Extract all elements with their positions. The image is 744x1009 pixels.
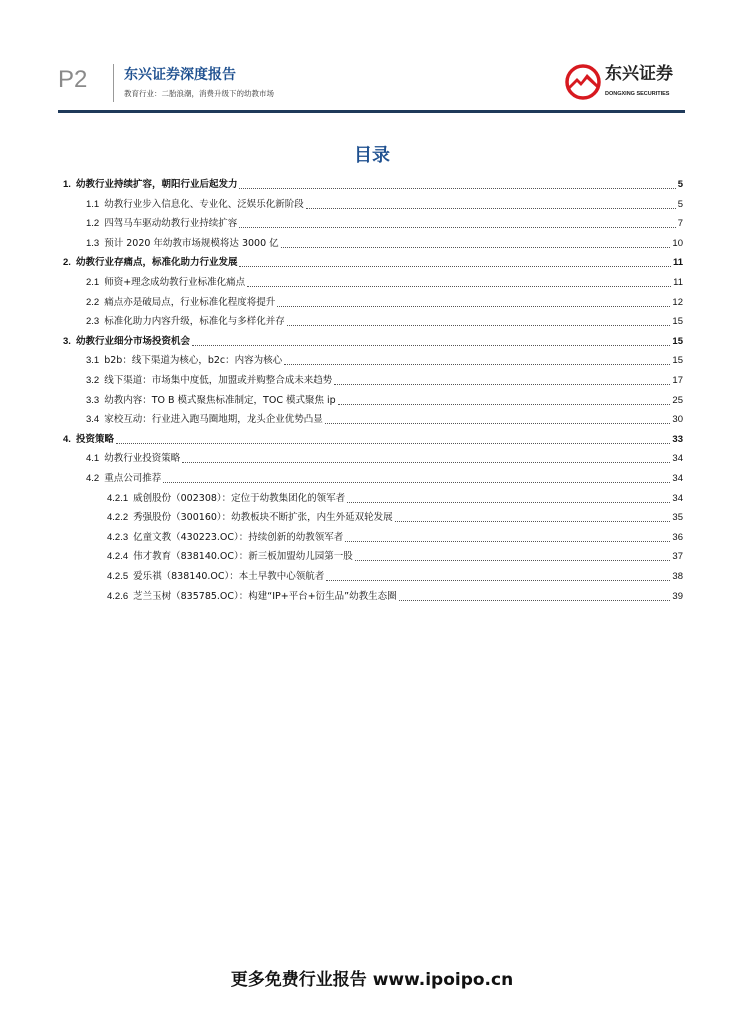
toc-entry-page: 15 xyxy=(672,316,683,328)
toc-entry-label xyxy=(86,315,287,329)
toc-leader-dots xyxy=(345,541,670,542)
toc-entry[interactable] xyxy=(86,196,683,212)
toc-entry-page: 11 xyxy=(673,277,683,288)
toc-entry-page: 15 xyxy=(672,335,683,347)
toc-leader-dots xyxy=(239,266,671,267)
toc-entry-page: 12 xyxy=(672,296,683,308)
toc-entry-number: 2.1 xyxy=(86,277,100,288)
toc-entry[interactable] xyxy=(107,529,683,545)
toc-entry-number: 4.2.1 xyxy=(107,492,129,504)
toc-title: 目录 xyxy=(354,145,390,166)
toc-entry-label xyxy=(107,590,399,604)
toc-entry-page: 15 xyxy=(672,355,683,367)
page-number: P2 xyxy=(58,66,88,93)
toc-entry-number: 2. xyxy=(63,257,71,269)
toc-entry-label xyxy=(63,433,116,447)
toc-entry[interactable] xyxy=(107,490,683,506)
toc-entry-page: 36 xyxy=(672,531,683,543)
toc-entry-page: 11 xyxy=(672,257,683,269)
toc-entry[interactable] xyxy=(86,274,683,290)
toc-entry-number: 4.2.3 xyxy=(107,531,129,543)
company-logo xyxy=(565,64,687,104)
toc-entry-text: 幼教内容：TO B 模式聚焦标准制定，TOC 模式聚焦 ip xyxy=(104,394,336,406)
toc-entry-text: b2b：线下渠道为核心，b2c：内容为核心 xyxy=(104,355,283,367)
toc-entry-number: 1.3 xyxy=(86,237,100,249)
toc-entry-text: 痛点亦是破局点，行业标准化程度将提升 xyxy=(104,296,276,308)
logo-text: 东兴证券 xyxy=(605,64,673,84)
toc-entry-number: 3.1 xyxy=(86,355,100,367)
toc-entry-label xyxy=(63,256,239,270)
toc-entry-page: 34 xyxy=(672,473,683,484)
toc-entry-label xyxy=(86,276,247,290)
toc-entry-number: 4.2.6 xyxy=(107,590,129,602)
toc-entry-number: 3.3 xyxy=(86,394,100,406)
toc-entry-number: 3.4 xyxy=(86,414,100,426)
toc-leader-dots xyxy=(326,580,670,581)
toc-entry-text: 秀强股份（300160）：幼教板块不断扩张，内生外延双轮发展 xyxy=(133,512,393,524)
toc-entry-text: 伟才教育（838140.OC）：新三板加盟幼儿园第一股 xyxy=(133,551,353,563)
logo-emblem-icon xyxy=(565,64,601,100)
toc-entry[interactable] xyxy=(86,470,683,486)
toc-entry[interactable] xyxy=(107,588,683,604)
toc-entry[interactable] xyxy=(86,313,683,329)
toc-leader-dots xyxy=(334,384,670,385)
toc-entry-page: 33 xyxy=(672,433,683,445)
toc-leader-dots xyxy=(239,188,675,189)
toc-entry-text: 四驾马车驱动幼教行业持续扩容 xyxy=(104,218,238,230)
toc-entry-text: 幼教行业存痛点，标准化助力行业发展 xyxy=(75,257,238,269)
toc-entry[interactable] xyxy=(86,392,683,408)
toc-entry-label xyxy=(107,531,345,545)
toc-entry-text: 幼教行业投资策略 xyxy=(104,453,181,465)
toc-entry[interactable] xyxy=(107,568,683,584)
toc-entry-page: 37 xyxy=(672,551,683,563)
toc-entry[interactable] xyxy=(63,254,683,270)
toc-entry-label xyxy=(86,452,182,466)
toc-leader-dots xyxy=(395,521,671,522)
toc-entry-number: 4.2.4 xyxy=(107,551,129,563)
report-title: 东兴证券深度报告 xyxy=(124,67,236,83)
toc-entry-number: 3.2 xyxy=(86,375,100,386)
toc-entry-text: 芝兰玉树（835785.OC）：构建“IP+平台+衍生品”幼教生态圈 xyxy=(133,590,397,602)
logo-english: DONGXING SECURITIES xyxy=(605,91,670,97)
toc-entry[interactable] xyxy=(86,215,683,231)
toc-entry-label xyxy=(86,217,239,231)
header-divider xyxy=(113,64,114,102)
toc-leader-dots xyxy=(116,443,670,444)
toc-entry-page: 17 xyxy=(672,375,683,386)
toc-entry-number: 2.2 xyxy=(86,296,100,308)
toc-entry-number: 4.1 xyxy=(86,453,100,465)
toc-entry-label xyxy=(86,472,163,486)
toc-leader-dots xyxy=(192,345,670,346)
toc-leader-dots xyxy=(347,502,670,503)
header-rule xyxy=(58,110,685,113)
toc-entry-page: 5 xyxy=(677,179,683,190)
toc-entry-page: 38 xyxy=(672,571,683,582)
toc-entry-label xyxy=(107,511,395,525)
toc-entry-number: 1.2 xyxy=(86,218,100,230)
toc-leader-dots xyxy=(287,325,671,326)
toc-leader-dots xyxy=(239,227,675,228)
toc-entry-text: 师资+理念成幼教行业标准化痛点 xyxy=(104,277,246,288)
toc-leader-dots xyxy=(284,364,670,365)
toc-entry[interactable] xyxy=(63,431,683,447)
toc-leader-dots xyxy=(247,286,671,287)
toc-entry[interactable] xyxy=(86,372,683,388)
toc-entry-text: 投资策略 xyxy=(75,433,114,445)
toc-entry-label xyxy=(63,178,239,192)
toc-entry-number: 3. xyxy=(63,335,71,347)
toc-leader-dots xyxy=(281,247,671,248)
toc-entry-page: 30 xyxy=(672,414,683,426)
toc-entry[interactable] xyxy=(86,352,683,368)
toc-entry-number: 4.2.2 xyxy=(107,512,129,524)
toc-entry-text: 亿童文教（430223.OC）：持续创新的幼教领军者 xyxy=(133,531,344,543)
toc-entry-text: 线下渠道：市场集中度低，加盟或并购整合成未来趋势 xyxy=(104,375,333,386)
toc-entry-number: 4.2 xyxy=(86,473,100,484)
toc-leader-dots xyxy=(338,404,671,405)
toc-entry-label xyxy=(107,570,326,584)
toc-entry-text: 爱乐祺（838140.OC）：本土早教中心领航者 xyxy=(133,571,325,582)
toc-entry-text: 幼教行业步入信息化、专业化、泛娱乐化新阶段 xyxy=(104,198,304,210)
toc-entry[interactable] xyxy=(86,411,683,427)
toc-entry-number: 4. xyxy=(63,433,71,445)
toc-entry[interactable] xyxy=(86,450,683,466)
toc-entry-page: 39 xyxy=(672,590,683,602)
toc-leader-dots xyxy=(277,306,670,307)
toc-leader-dots xyxy=(163,482,670,483)
toc-entry-text: 重点公司推荐 xyxy=(104,473,162,484)
toc-entry-label xyxy=(63,335,192,349)
toc-entry-page: 34 xyxy=(672,453,683,465)
toc-entry-label xyxy=(86,354,284,368)
toc-entry-page: 7 xyxy=(677,218,683,230)
toc-entry[interactable] xyxy=(63,333,683,349)
toc-leader-dots xyxy=(399,600,671,601)
toc-entry-label xyxy=(86,198,306,212)
toc-entry-label xyxy=(86,296,277,310)
toc-entry-number: 1.1 xyxy=(86,198,100,210)
toc-entry-text: 预计 2020 年幼教市场规模将达 3000 亿 xyxy=(104,237,279,249)
toc-entry-label xyxy=(86,237,281,251)
toc-entry-page: 25 xyxy=(672,394,683,406)
toc-entry-page: 5 xyxy=(677,198,683,210)
toc-entry-page: 10 xyxy=(672,237,683,249)
toc-entry-label xyxy=(107,550,355,564)
toc-entry[interactable] xyxy=(107,548,683,564)
toc-entry-number: 1. xyxy=(63,179,71,190)
toc-entry[interactable] xyxy=(107,509,683,525)
toc-entry-number: 2.3 xyxy=(86,316,100,328)
toc-entry-text: 威创股份（002308）：定位于幼教集团化的领军者 xyxy=(133,492,346,504)
toc-entry-page: 35 xyxy=(672,512,683,524)
footer-promo: 更多免费行业报告 www.ipoipo.cn xyxy=(230,970,514,990)
toc-entry-text: 标准化助力内容升级，标准化与多样化并存 xyxy=(104,316,285,328)
toc-leader-dots xyxy=(182,462,670,463)
toc-leader-dots xyxy=(355,560,671,561)
toc-leader-dots xyxy=(306,208,676,209)
toc-entry[interactable] xyxy=(86,235,683,251)
toc-entry-label xyxy=(86,413,325,427)
toc-entry-label xyxy=(86,374,334,388)
toc-entry-label xyxy=(107,492,347,506)
toc-entry-label xyxy=(86,394,338,408)
toc-leader-dots xyxy=(325,423,671,424)
toc-entry-page: 34 xyxy=(672,492,683,504)
report-subtitle: 教育行业：二胎浪潮，消费升级下的幼教市场 xyxy=(124,89,274,98)
toc-entry-number: 4.2.5 xyxy=(107,571,129,582)
toc-entry-text: 家校互动：行业进入跑马圈地期，龙头企业优势凸显 xyxy=(104,414,323,426)
toc-entry[interactable] xyxy=(86,294,683,310)
toc-entry[interactable] xyxy=(63,176,683,192)
toc-entry-text: 幼教行业细分市场投资机会 xyxy=(75,335,190,347)
toc-entry-text: 幼教行业持续扩容，朝阳行业后起发力 xyxy=(75,179,238,190)
